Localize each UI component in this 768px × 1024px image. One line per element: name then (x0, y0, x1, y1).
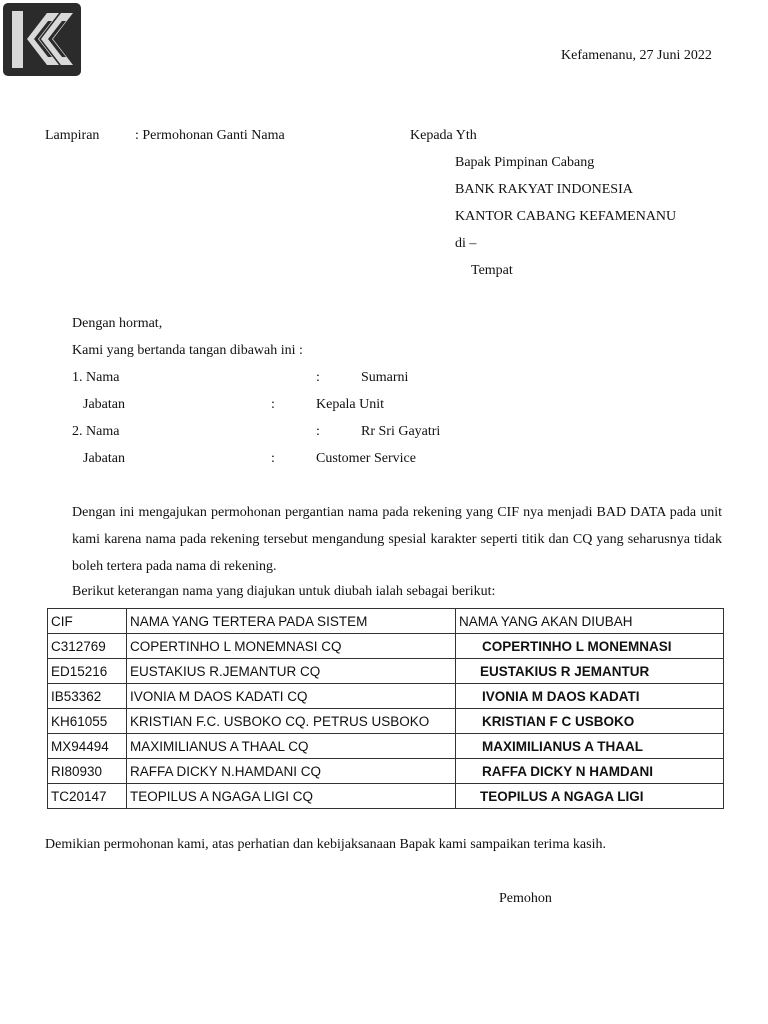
table-header-row (48, 609, 724, 634)
attachment-label: Lampiran (45, 128, 100, 143)
old-name-cell: IVONIA M DAOS KADATI CQ (127, 684, 456, 709)
table-row (48, 709, 724, 734)
recipient-line: Bapak Pimpinan Cabang (455, 155, 595, 170)
bank-logo (3, 3, 81, 76)
cif-cell: C312769 (48, 634, 127, 659)
table-row (48, 734, 724, 759)
new-name-cell: COPERTINHO L MONEMNASI (456, 634, 724, 659)
old-name-cell: TEOPILUS A NGAGA LIGI CQ (127, 784, 456, 809)
body-paragraph: Dengan ini mengajukan permohonan pergantian nama pada rekening yang CIF nya menjadi BAD DATA pada unit kami karena nama pada rekening tersebut mengandung spesial karakter seperti titik dan CQ yang seharusnya tidak boleh tertera pada nama di rekening. (72, 505, 722, 574)
recipient-line: KANTOR CABANG KEFAMENANU (455, 209, 677, 224)
old-name-cell: EUSTAKIUS R.JEMANTUR CQ (127, 659, 456, 684)
colon: : (316, 370, 320, 385)
table-header-cell: CIF (48, 609, 127, 634)
recipient-to: Kepada Yth (410, 128, 477, 143)
new-name-cell: EUSTAKIUS R JEMANTUR (456, 659, 724, 684)
recipient-line: BANK RAKYAT INDONESIA (455, 182, 633, 197)
new-name-cell: MAXIMILIANUS A THAAL (456, 734, 724, 759)
signer-1-position: Kepala Unit (316, 397, 385, 412)
old-name-cell: KRISTIAN F.C. USBOKO CQ. PETRUS USBOKO (127, 709, 456, 734)
signer-2-name: Rr Sri Gayatri (361, 424, 441, 439)
signer-2-position: Customer Service (316, 451, 416, 466)
place-date: Kefamenanu, 27 Juni 2022 (561, 48, 712, 63)
colon: : (316, 424, 320, 439)
table-row (48, 784, 724, 809)
new-name-cell: IVONIA M DAOS KADATI (456, 684, 724, 709)
colon: : (271, 451, 275, 466)
signer-1-label: 1. Nama (72, 370, 120, 385)
table-row (48, 759, 724, 784)
cif-cell: MX94494 (48, 734, 127, 759)
table-row (48, 684, 724, 709)
old-name-cell: MAXIMILIANUS A THAAL CQ (127, 734, 456, 759)
colon: : (271, 397, 275, 412)
signature-label: Pemohon (499, 891, 552, 906)
cif-cell: RI80930 (48, 759, 127, 784)
old-name-cell: COPERTINHO L MONEMNASI CQ (127, 634, 456, 659)
greeting: Dengan hormat, (72, 316, 163, 331)
old-name-cell: RAFFA DICKY N.HAMDANI CQ (127, 759, 456, 784)
signer-1-name: Sumarni (361, 370, 409, 385)
new-name-cell: KRISTIAN F C USBOKO (456, 709, 724, 734)
list-intro: Berikut keterangan nama yang diajukan untuk diubah ialah sebagai berikut: (72, 584, 496, 599)
cif-cell: IB53362 (48, 684, 127, 709)
name-change-table (47, 608, 724, 809)
table-row (48, 634, 724, 659)
table-row (48, 659, 724, 684)
table-header-cell: NAMA YANG AKAN DIUBAH (456, 609, 724, 634)
recipient-line: Tempat (471, 263, 513, 278)
cif-cell: TC20147 (48, 784, 127, 809)
cif-cell: ED15216 (48, 659, 127, 684)
attachment-value: : Permohonan Ganti Nama (135, 128, 285, 143)
signer-1-position-label: Jabatan (83, 397, 125, 412)
recipient-line: di – (455, 236, 477, 251)
new-name-cell: RAFFA DICKY N HAMDANI (456, 759, 724, 784)
cif-cell: KH61055 (48, 709, 127, 734)
signer-2-position-label: Jabatan (83, 451, 125, 466)
signer-2-label: 2. Nama (72, 424, 120, 439)
new-name-cell: TEOPILUS A NGAGA LIGI (456, 784, 724, 809)
intro-text: Kami yang bertanda tangan dibawah ini : (72, 343, 303, 358)
closing-text: Demikian permohonan kami, atas perhatian dan kebijaksanaan Bapak kami sampaikan terima kasih. (45, 837, 606, 852)
table-header-cell: NAMA YANG TERTERA PADA SISTEM (127, 609, 456, 634)
